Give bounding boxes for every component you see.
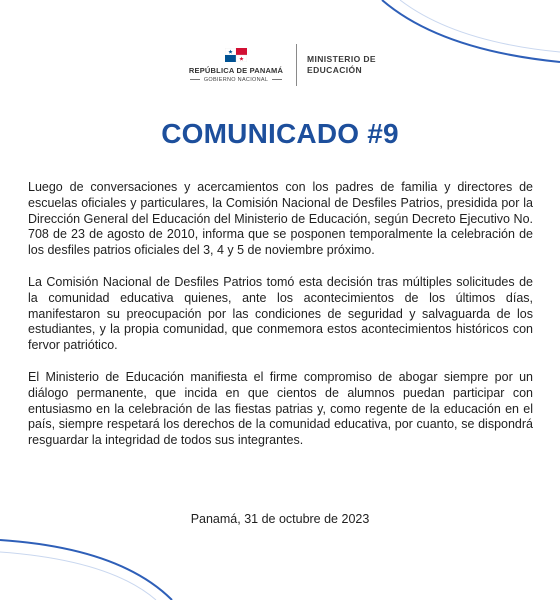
bottom-left-curve-light <box>0 552 156 600</box>
ministry-line-2: EDUCACIÓN <box>307 65 363 75</box>
divider-line <box>190 79 200 80</box>
divider-line <box>272 79 282 80</box>
page-title: COMUNICADO #9 <box>161 118 399 149</box>
panama-flag-icon <box>225 48 247 62</box>
government-logo <box>184 48 288 83</box>
date-line: Panamá, 31 de octubre de 2023 <box>190 512 370 526</box>
paragraph-3: El Ministerio de Educación manifiesta el firme compromiso de abogar siempre por un diálogo permanente, que incida en que cientos de alumnos puedan participar con entusiasmo en la celebración de las fiestas patrias y, como regente de la educación en el país, siempre respetará los derechos de la comunidad educativa, por cuanto, se dispondrá resguardar la integridad de todos sus integrantes. <box>28 369 533 448</box>
letterhead <box>0 44 560 86</box>
government-name: REPÚBLICA DE PANAMÁ <box>188 65 284 75</box>
ministry-name <box>307 54 376 76</box>
bottom-left-curve <box>0 540 172 600</box>
header-divider <box>296 44 297 86</box>
communique-body <box>28 180 533 465</box>
paragraph-1: Luego de conversaciones y acercamientos con los padres de familia y directores de escuelas oficiales y particulares, la Comisión Nacional de Desfiles Patrios, presidida por la Dirección General del Educación del Ministerio de Educación, según Decreto Ejecutivo No. 708 de 23 de agosto de 2010, informa que se posponen temporalmente la celebración de los desfiles patrios oficiales del 3, 4 y 5 de noviembre próximo. <box>28 180 533 258</box>
ministry-line-1: MINISTERIO DE <box>307 54 376 64</box>
paragraph-2: La Comisión Nacional de Desfiles Patrios tomó esta decisión tras múltiples solicitudes de la comunidad educativa quienes, ante los acontecimientos de los últimos días, manifestaron su preocupación por las condiciones de seguridad y salvaguarda de los estudiantes, y la propia comunidad, que conmemora estos acontecimientos históricos con fervor patriótico. <box>28 274 533 353</box>
government-subtitle: GOBIERNO NACIONAL <box>203 76 269 83</box>
